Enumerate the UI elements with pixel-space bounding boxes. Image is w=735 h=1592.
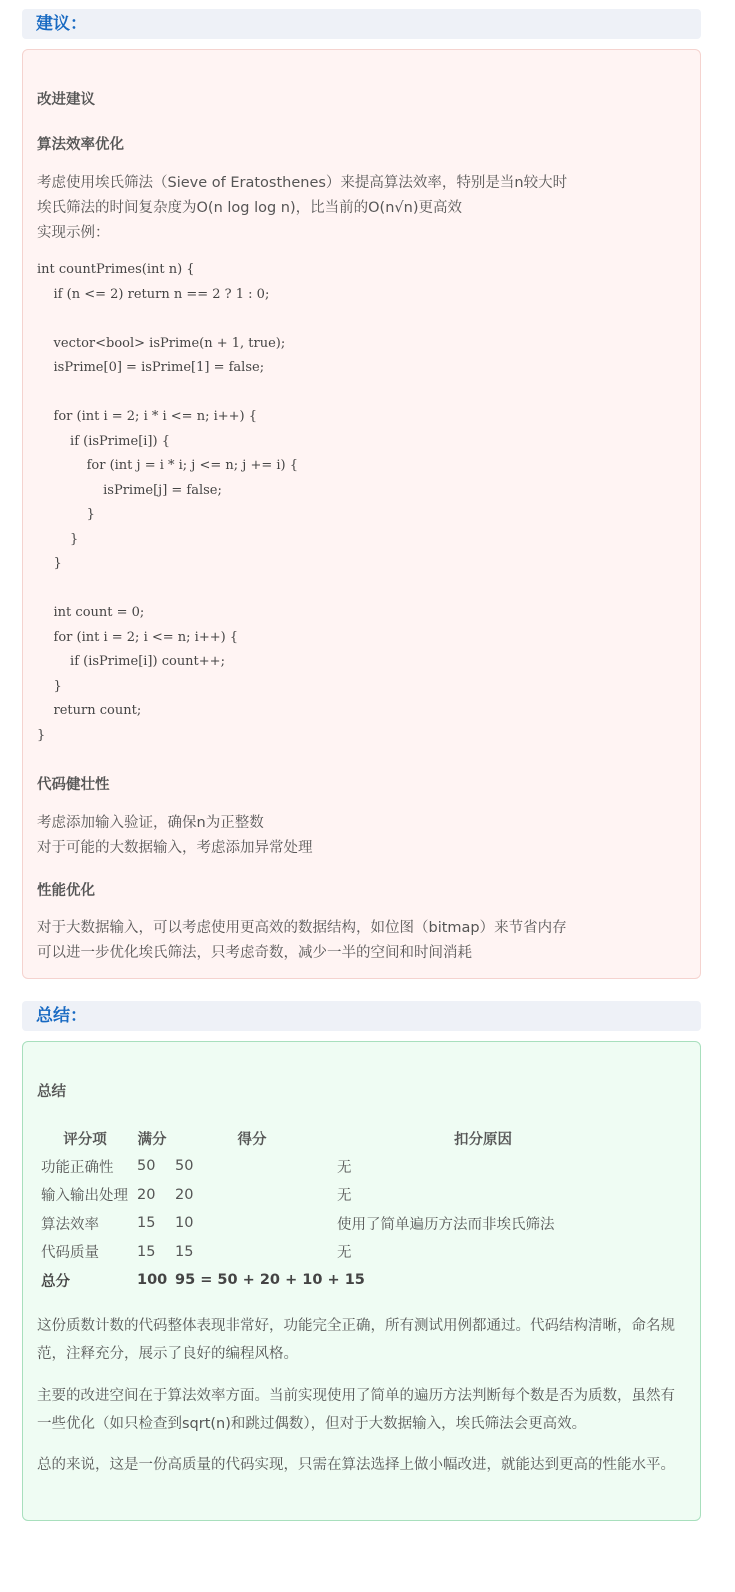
summary-paragraph-2: 主要的改进空间在于算法效率方面。当前实现使用了简单的遍历方法判断每个数是否为质数，虽然有一些优化（如只检查到sqrt(n)和跳过偶数），但对于大数据输入，埃氏筛法会更高效。 <box>37 1388 675 1432</box>
table-row <box>37 1152 633 1181</box>
algo-line-3: 实现示例： <box>37 225 110 241</box>
performance-heading: 性能优化 <box>37 883 95 899</box>
summary-panel <box>22 1041 701 1521</box>
table-cell: 输入输出处理 <box>41 1188 128 1205</box>
summary-section-header: 总结： <box>22 1001 701 1031</box>
summary-paragraph-1: 这份质数计数的代码整体表现非常好，功能完全正确，所有测试用例都通过。代码结构清晰，命名规范，注释充分，展示了良好的编程风格。 <box>37 1318 675 1362</box>
code-example: int countPrimes(int n) { if (n <= 2) return n == 2 ? 1 : 0; vector<bool> isPrime(n + 1, true); isPrime[0] = isPrime[1] = false; for (int i = 2; i * i <= n; i++) { if (isPrime[i]) { for (int j = i * i; j <= n; j += i) { isPrime[j] = false; } } } int count = 0; for (int i = 2; i <= n; i++) { if (isPrime[i]) count++; } return count; } <box>37 262 298 743</box>
summary-title: 总结 <box>37 1084 66 1100</box>
suggestion-section-header: 建议： <box>22 9 701 39</box>
header-deduction-reason: 扣分原因 <box>454 1131 512 1148</box>
header-score: 得分 <box>237 1131 267 1148</box>
robust-line-2: 对于可能的大数据输入，考虑添加异常处理 <box>37 840 313 856</box>
robust-line-1: 考虑添加输入验证，确保n为正整数 <box>37 815 264 831</box>
score-table-header-row <box>37 1124 633 1152</box>
table-cell: 15 <box>137 1243 156 1260</box>
perf-line-2: 可以进一步优化埃氏筛法，只考虑奇数，减少一半的空间和时间消耗 <box>37 945 472 961</box>
algo-efficiency-heading: 算法效率优化 <box>37 137 124 153</box>
table-cell: 50 <box>175 1158 194 1175</box>
table-total-row <box>37 1266 633 1295</box>
table-cell: 功能正确性 <box>41 1159 114 1176</box>
algo-line-2: 埃氏筛法的时间复杂度为O(n log log n)，比当前的O(n√n)更高效 <box>37 200 462 216</box>
table-cell: 10 <box>175 1215 194 1232</box>
suggestion-panel <box>22 49 701 979</box>
table-cell: 20 <box>175 1186 194 1203</box>
header-item: 评分项 <box>63 1131 107 1148</box>
table-cell: 无 <box>337 1245 352 1262</box>
table-cell: 50 <box>137 1158 156 1175</box>
table-cell: 无 <box>337 1188 352 1205</box>
score-table <box>37 1124 633 1295</box>
summary-paragraph-3: 总的来说，这是一份高质量的代码实现，只需在算法选择上做小幅改进，就能达到更高的性能水平。 <box>37 1457 675 1473</box>
table-row <box>37 1209 633 1238</box>
table-cell: 使用了简单遍历方法而非埃氏筛法 <box>337 1216 555 1233</box>
table-cell: 代码质量 <box>41 1245 99 1262</box>
table-row <box>37 1238 633 1267</box>
table-cell: 无 <box>337 1159 352 1176</box>
total-score-formula: 95 = 50 + 20 + 10 + 15 <box>175 1272 365 1289</box>
robustness-heading: 代码健壮性 <box>37 777 110 793</box>
algo-line-1: 考虑使用埃氏筛法（Sieve of Eratosthenes）来提高算法效率，特别是当n较大时 <box>37 175 568 191</box>
table-cell: 算法效率 <box>41 1216 99 1233</box>
table-cell: 15 <box>175 1243 194 1260</box>
perf-line-1: 对于大数据输入，可以考虑使用更高效的数据结构，如位图（bitmap）来节省内存 <box>37 920 567 936</box>
table-cell: 20 <box>137 1186 156 1203</box>
suggestion-title: 改进建议 <box>37 92 95 108</box>
total-label: 总分 <box>41 1273 70 1290</box>
total-full-score: 100 <box>137 1272 168 1289</box>
table-cell: 15 <box>137 1215 156 1232</box>
header-full-score: 满分 <box>137 1131 167 1148</box>
table-row <box>37 1181 633 1210</box>
